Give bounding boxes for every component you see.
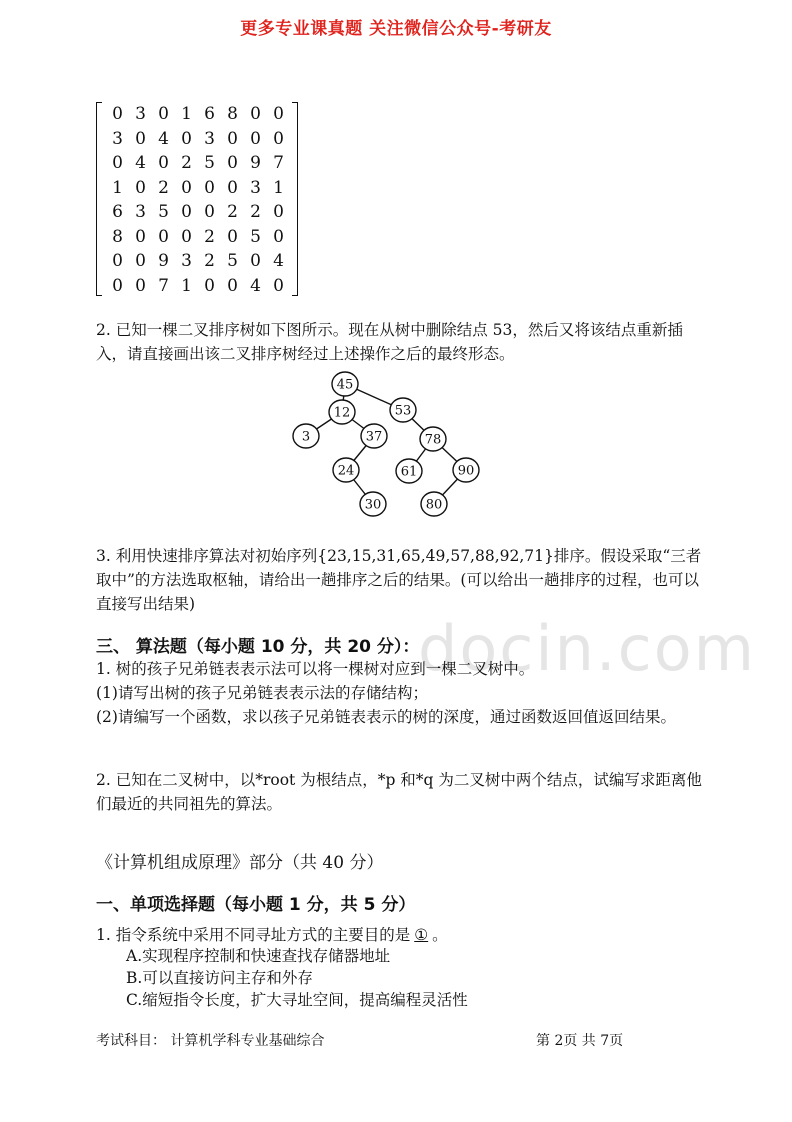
matrix-cell: 6	[112, 202, 123, 222]
matrix-cell: 8	[112, 226, 123, 247]
matrix-cell: 9	[250, 153, 261, 173]
matrix-cell: 7	[273, 153, 284, 173]
s3-question-1-line1: 1. 树的孩子兄弟链表表示法可以将一棵树对应到一棵二叉树中。	[96, 660, 535, 678]
matrix-cell: 0	[204, 275, 215, 296]
bst-node: 30	[364, 497, 382, 513]
mc-option-c: C.缩短指令长度，扩大寻址空间，提高编程灵活性	[126, 991, 468, 1009]
matrix-row	[106, 200, 290, 224]
matrix-cell: 0	[135, 226, 146, 247]
matrix-cell: 2	[181, 153, 192, 173]
watermark: docin.com	[418, 612, 757, 685]
matrix-cell: 0	[135, 128, 146, 149]
matrix-cell: 8	[227, 104, 238, 124]
matrix-cell: 0	[112, 104, 123, 124]
mc-question-1-stem: 1. 指令系统中采用不同寻址方式的主要目的是	[96, 926, 411, 944]
matrix-cell: 0	[181, 128, 192, 149]
matrix-cell: 1	[112, 177, 123, 198]
matrix-cell: 3	[250, 177, 261, 198]
matrix-cell: 0	[135, 275, 146, 296]
s3-question-2: 2. 已知在二叉树中，以*root 为根结点，*p 和*q 为二叉树中两个结点，试编写求距离他们最近的共同祖先的算法。	[96, 771, 702, 813]
matrix-cell: 4	[158, 128, 169, 149]
mc-question-1-end: 。	[432, 926, 448, 944]
matrix-cell: 0	[273, 226, 284, 247]
matrix-cell: 2	[250, 202, 261, 222]
mc-option-b: B.可以直接访问主存和外存	[126, 969, 313, 987]
bst-diagram	[286, 368, 546, 528]
matrix-row	[106, 127, 290, 151]
bst-node: 12	[333, 405, 351, 421]
matrix-row	[106, 176, 290, 200]
question-3-quicksort: 3. 利用快速排序算法对初始序列{23,15,31,65,49,57,88,92,71}排序。假设采取“三者取中”的方法选取枢轴，请给出一趟排序之后的结果。(可以给出一趟排序的过程，也可以直接写出结果)	[96, 547, 702, 613]
matrix-cell: 1	[181, 104, 192, 124]
matrix-cell: 0	[273, 275, 284, 296]
s3-question-1-line2: (1)请写出树的孩子兄弟链表表示法的存储结构；	[96, 684, 428, 702]
matrix-cell: 0	[227, 226, 238, 247]
matrix-cell: 1	[181, 275, 192, 296]
bst-node: 78	[424, 432, 442, 448]
mc-question-1	[96, 924, 448, 946]
matrix-cell: 0	[227, 153, 238, 173]
bst-node: 80	[425, 497, 443, 513]
bst-node: 90	[457, 463, 475, 479]
matrix-cell: 5	[227, 251, 238, 271]
matrix-cell: 2	[227, 202, 238, 222]
bst-node: 37	[365, 429, 383, 445]
s3-question-1-line3: (2)请编写一个函数，求以孩子兄弟链表表示的树的深度，通过函数返回值返回结果。	[96, 708, 676, 726]
answer-blank: ①	[414, 926, 429, 944]
matrix-cell: 5	[204, 153, 215, 173]
matrix-row	[106, 151, 290, 175]
matrix-cell: 2	[158, 177, 169, 198]
matrix-cell: 4	[250, 275, 261, 296]
matrix-cell: 0	[181, 226, 192, 247]
mc-option-a: A.实现程序控制和快速查找存储器地址	[126, 947, 391, 965]
matrix-row	[106, 102, 290, 126]
matrix-cell: 4	[273, 251, 284, 271]
matrix-cell: 6	[204, 104, 215, 124]
matrix-cell: 0	[112, 251, 123, 271]
part-title: 《计算机组成原理》部分（共 40 分）	[96, 853, 384, 873]
promo-banner: 更多专业课真题 关注微信公众号-考研友	[240, 19, 552, 39]
section-1-title: 一、单项选择题（每小题 1 分，共 5 分）	[96, 895, 416, 915]
matrix-cell: 2	[204, 251, 215, 271]
matrix-cell: 0	[227, 177, 238, 198]
matrix-row	[106, 249, 290, 273]
matrix-cell: 3	[135, 202, 146, 222]
matrix-cell: 0	[158, 153, 169, 173]
question-2-bst: 2. 已知一棵二叉排序树如下图所示。现在从树中删除结点 53，然后又将该结点重新插入，请直接画出该二叉排序树经过上述操作之后的最终形态。	[96, 321, 683, 363]
matrix-cell: 3	[135, 104, 146, 124]
matrix-cell: 7	[158, 275, 169, 296]
matrix-cell: 0	[158, 104, 169, 124]
matrix-cell: 5	[158, 202, 169, 222]
footer-page-number: 第 2页 共 7页	[536, 1033, 624, 1049]
footer-subject: 考试科目： 计算机学科专业基础综合	[96, 1033, 325, 1049]
bst-node: 53	[394, 403, 412, 419]
matrix-cell: 0	[250, 251, 261, 271]
matrix-right-bracket	[292, 102, 298, 296]
matrix-cell: 0	[204, 202, 215, 222]
matrix-cell: 0	[273, 128, 284, 149]
matrix-cell: 0	[135, 251, 146, 271]
matrix-cell: 0	[250, 104, 261, 124]
matrix-left-bracket	[96, 102, 102, 296]
matrix-cell: 2	[204, 226, 215, 247]
matrix-cell: 4	[135, 153, 146, 173]
matrix-cell: 0	[273, 104, 284, 124]
bst-node: 61	[400, 464, 418, 480]
section-3-title: 三、 算法题（每小题 10 分，共 20 分）：	[96, 637, 420, 657]
matrix-row	[106, 274, 290, 298]
matrix-cell: 0	[112, 153, 123, 173]
matrix-cell: 9	[158, 251, 169, 271]
matrix-cell: 0	[181, 177, 192, 198]
matrix-cell: 0	[227, 128, 238, 149]
matrix-cell: 0	[112, 275, 123, 296]
matrix-row	[106, 225, 290, 249]
matrix-cell: 0	[158, 226, 169, 247]
bst-node: 3	[301, 429, 311, 445]
matrix-cell: 3	[204, 128, 215, 149]
matrix-cell: 5	[250, 226, 261, 247]
matrix-cell: 0	[250, 128, 261, 149]
matrix-cell: 0	[135, 177, 146, 198]
matrix-cell: 3	[181, 251, 192, 271]
matrix-cell: 0	[273, 202, 284, 222]
matrix-cell: 0	[204, 177, 215, 198]
matrix-cell: 3	[112, 128, 123, 149]
matrix-cell: 1	[273, 177, 284, 198]
adjacency-matrix	[96, 100, 298, 298]
matrix-cell: 0	[227, 275, 238, 296]
matrix-cell: 0	[181, 202, 192, 222]
bst-node: 45	[336, 377, 354, 393]
bst-node: 24	[337, 463, 355, 479]
